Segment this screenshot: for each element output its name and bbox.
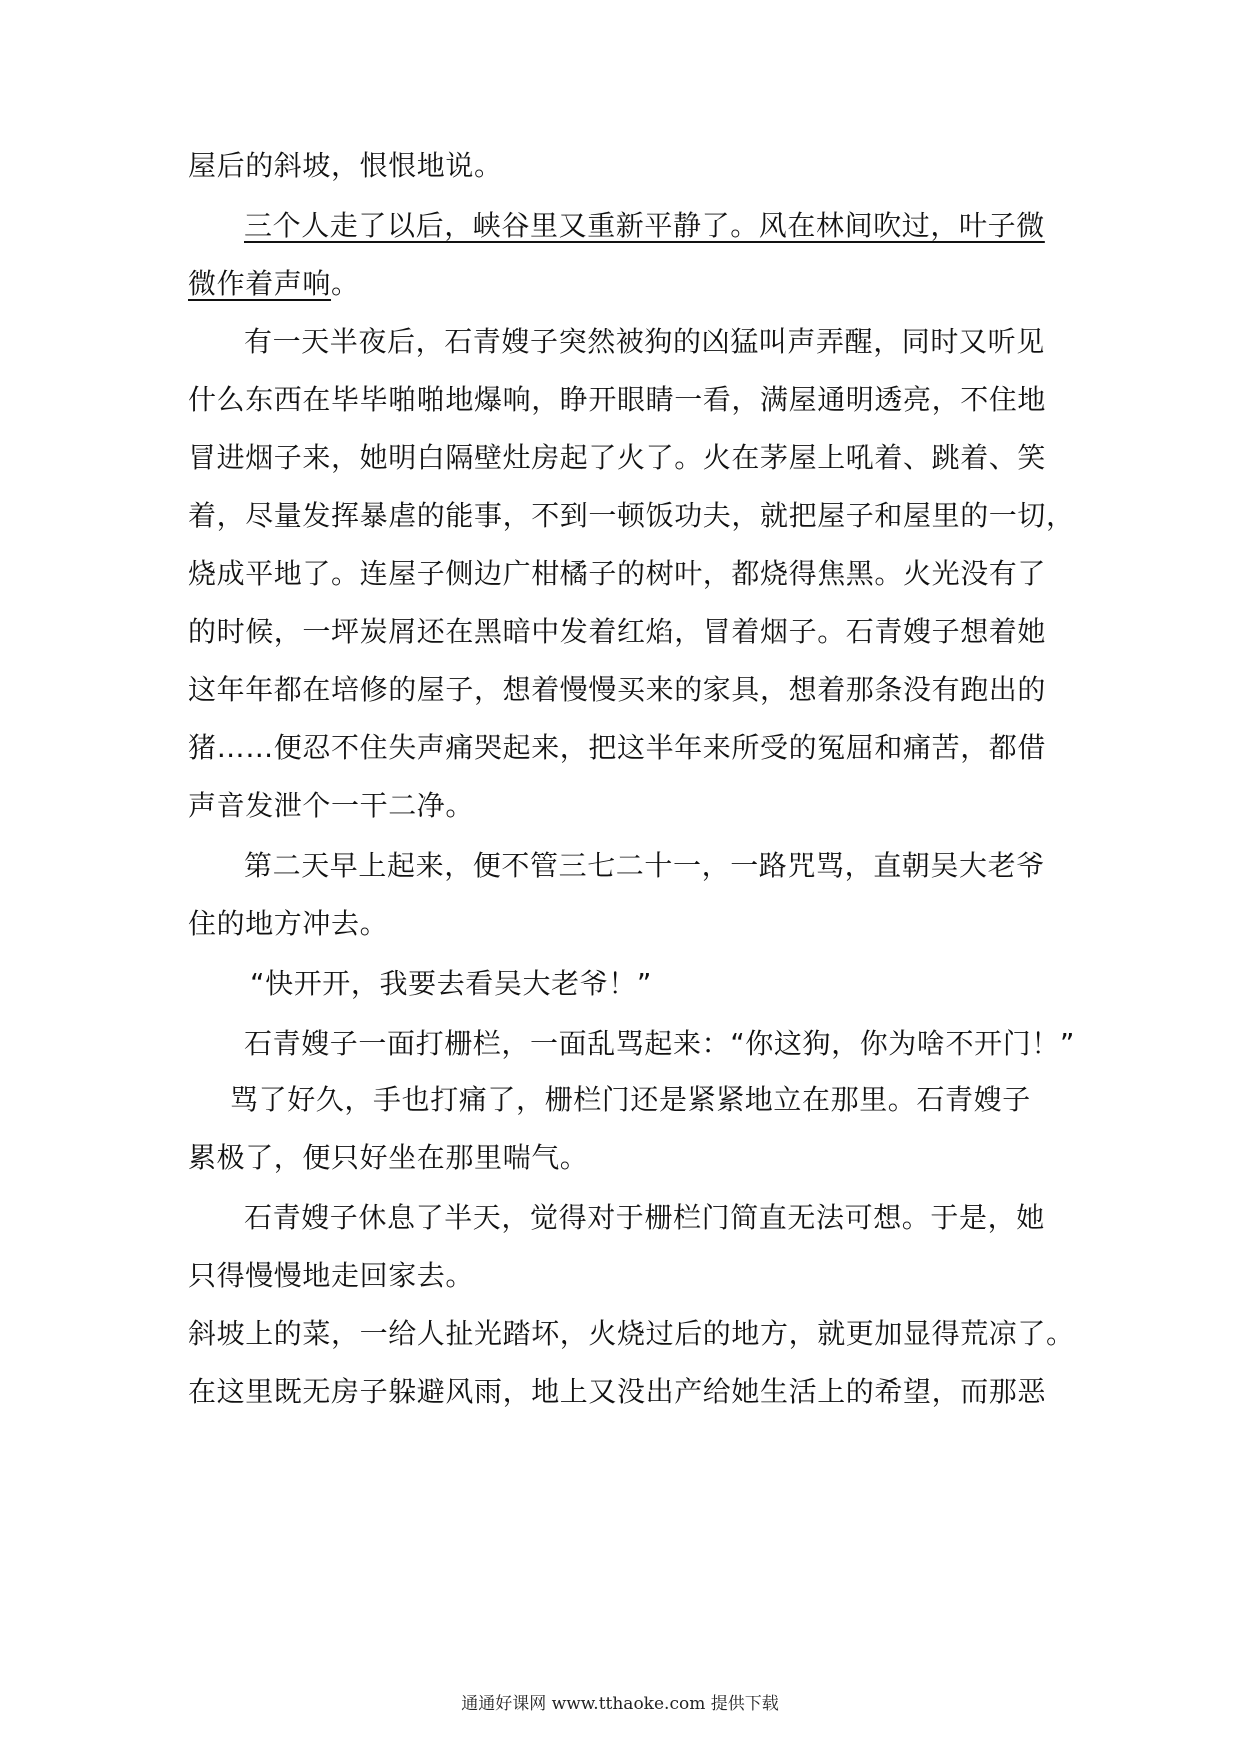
- dialogue-line: “快开开，我要去看吴大老爷！”: [250, 967, 653, 1000]
- text-line: 的时候，一坪炭屑还在黑暗中发着红焰，冒着烟子。石青嫂子想着她: [188, 615, 1047, 648]
- text-line: 猪……便忍不住失声痛哭起来，把这半年来所受的冤屈和痛苦，都借: [188, 731, 1047, 764]
- text-line: 烧成平地了。连屋子侧边广柑橘子的树叶，都烧得焦黑。火光没有了: [188, 557, 1047, 590]
- text-line: 这年年都在培修的屋子，想着慢慢买来的家具，想着那条没有跑出的: [188, 673, 1047, 706]
- paragraph-first-line: 石青嫂子休息了半天，觉得对于栅栏门简直无法可想。于是，她: [244, 1201, 1045, 1234]
- underlined-text-span: 微作着声响: [188, 267, 332, 300]
- text-line: [188, 264, 360, 304]
- text-line: 在这里既无房子躲避风雨，地上又没出产给她生活上的希望，而那恶: [188, 1375, 1047, 1408]
- text-line: 只得慢慢地走回家去。: [188, 1259, 475, 1292]
- paragraph-first-line: 骂了好久，手也打痛了，栅栏门还是紧紧地立在那里。石青嫂子: [230, 1083, 1031, 1116]
- text-line: 冒进烟子来，她明白隔壁灶房起了火了。火在茅屋上吼着、跳着、笑: [188, 441, 1047, 474]
- text-line: 什么东西在毕毕啪啪地爆响，睁开眼睛一看，满屋通明透亮，不住地: [188, 383, 1047, 416]
- text-span: 。: [331, 267, 360, 300]
- paragraph-first-line: 有一天半夜后，石青嫂子突然被狗的凶猛叫声弄醒，同时又听见: [244, 325, 1045, 358]
- paragraph-first-line: 石青嫂子一面打栅栏，一面乱骂起来：“你这狗，你为啥不开门！”: [244, 1027, 1076, 1060]
- text-line: 屋后的斜坡，恨恨地说。: [188, 149, 503, 182]
- underlined-text-line: 三个人走了以后，峡谷里又重新平静了。风在林间吹过，叶子微: [244, 209, 1045, 242]
- page-footer: 通通好课网 www.tthaoke.com 提供下载: [461, 1694, 779, 1714]
- text-line: 住的地方冲去。: [188, 907, 389, 940]
- text-line: 着，尽量发挥暴虐的能事，不到一顿饭功夫，就把屋子和屋里的一切，: [188, 499, 1075, 532]
- text-line: 声音发泄个一干二净。: [188, 789, 475, 822]
- paragraph-first-line: 第二天早上起来，便不管三七二十一，一路咒骂，直朝吴大老爷: [244, 849, 1045, 882]
- text-line: 斜坡上的菜，一给人扯光踏坏，火烧过后的地方，就更加显得荒凉了。: [188, 1317, 1075, 1350]
- text-line: 累极了，便只好坐在那里喘气。: [188, 1141, 589, 1174]
